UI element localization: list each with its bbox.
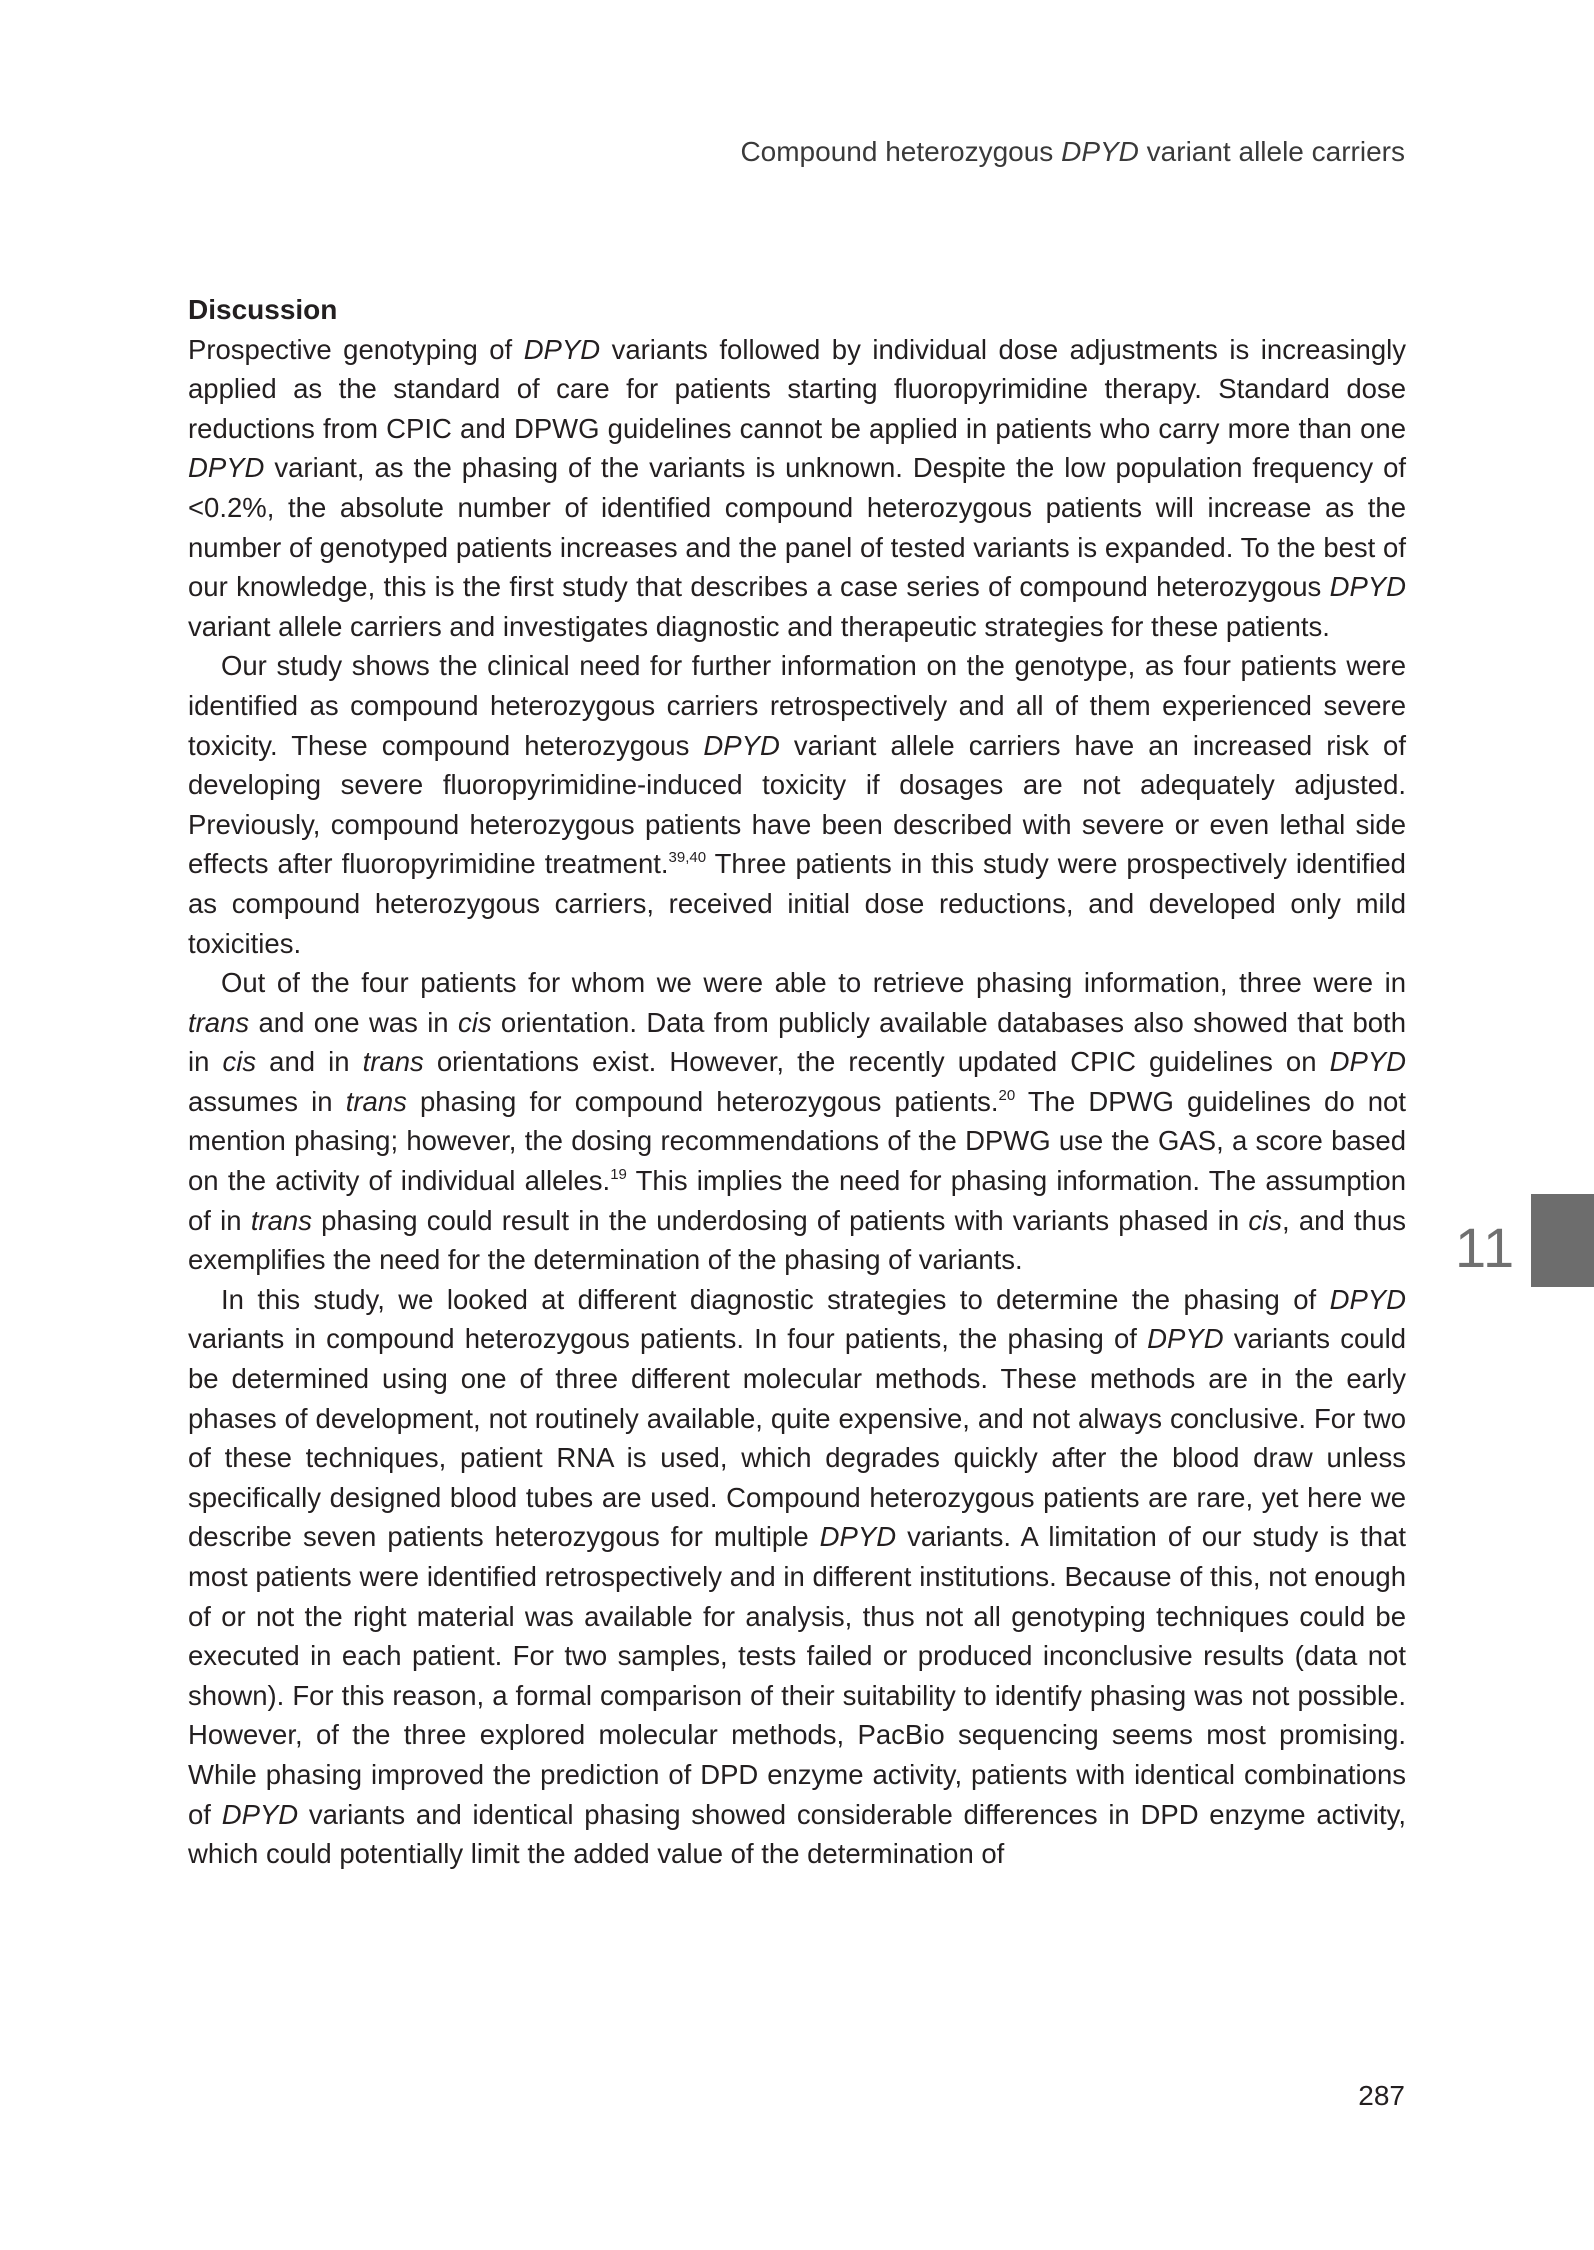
italic-term: DPYD: [523, 333, 601, 365]
citation-superscript: 39,40: [668, 849, 707, 867]
italic-term: DPYD: [703, 729, 780, 761]
paragraph: [188, 963, 1406, 1280]
text-run: orientations exist. However, the recently updated CPIC guidelines on: [423, 1046, 1330, 1078]
text-run: and in: [256, 1046, 363, 1078]
text-run: In this study, we looked at different diagnostic strategies to determine the phasing of: [221, 1283, 1330, 1315]
text-run: variants. A limitation of our study is that most patients were identified retrospectively and in different institutions. Because of this, not enough of or not the right material was available for analysis, thus not all genotyping techniques could be executed in each patient. For two samples, tests failed or produced inconclusive results (data not shown). For this reason, a formal comparison of their suitability to identify phasing was not possible. However, of the three explored molecular methods, PacBio sequencing seems most promising. While phasing improved the prediction of DPD enzyme activity, patients with identical combinations of: [188, 1521, 1407, 1830]
text-run: variants and identical phasing showed considerable differences in DPD enzyme activity, which could potentially limit the added value of the determination of: [188, 1798, 1407, 1870]
text-run: Prospective genotyping of: [188, 333, 524, 365]
text-run: phasing could result in the underdosing of patients with variants phased in: [311, 1204, 1249, 1236]
running-header: [740, 136, 1405, 168]
italic-term: trans: [362, 1046, 424, 1078]
text-run: Our study shows the clinical need for further information on the genotype, as four patients were identified as compound heterozygous carriers retrospectively and all of them experienced severe toxicity. These compound heterozygous: [188, 650, 1406, 761]
italic-term: cis: [1248, 1204, 1283, 1236]
italic-term: trans: [188, 1006, 250, 1038]
italic-term: trans: [345, 1085, 407, 1117]
text-run: assumes in: [188, 1085, 346, 1117]
citation-superscript: 20: [998, 1086, 1016, 1104]
text-run: , and thus exemplifies the need for the determination of the phasing of variants.: [188, 1204, 1406, 1276]
running-header-gene: DPYD: [1061, 136, 1139, 167]
running-header-suffix: variant allele carriers: [1138, 136, 1405, 167]
text-run: Out of the four patients for whom we were able to retrieve phasing information, three were in: [221, 967, 1406, 999]
text-run: and one was in: [249, 1006, 458, 1038]
text-run: variant allele carriers have an increased risk of developing severe fluoropyrimidine-induced toxicity if dosages are not adequately adjusted. Previously, compound heterozygous patients have been described with severe or even lethal side effects after fluoropyrimidine treatment.: [188, 729, 1406, 880]
text-run: This implies the need for phasing information. The assumption of in: [188, 1165, 1406, 1236]
italic-term: DPYD: [819, 1521, 897, 1553]
italic-term: DPYD: [188, 452, 265, 484]
italic-term: cis: [457, 1006, 492, 1038]
main-content: [188, 290, 1406, 1874]
running-header-prefix: Compound heterozygous: [740, 136, 1062, 167]
citation-superscript: 19: [610, 1166, 627, 1184]
paragraph: [188, 646, 1406, 963]
text-run: variant, as the phasing of the variants is unknown. Despite the low population frequency of <0.2%, the absolute number of identified compound heterozygous patients will increase as the number of genotyped patients increases and the panel of tested variants is expanded. To the best of our knowledge, this is the first study that describes a case series of compound heterozygous: [188, 452, 1406, 603]
text-run: orientation. Data from publicly available databases also showed that both in: [188, 1006, 1406, 1078]
chapter-number: 11: [1455, 1216, 1516, 1279]
italic-term: DPYD: [1147, 1323, 1224, 1355]
paragraph: [188, 1280, 1406, 1874]
italic-term: DPYD: [1329, 571, 1406, 603]
italic-term: cis: [222, 1046, 257, 1078]
italic-term: DPYD: [221, 1798, 299, 1830]
text-run: phasing for compound heterozygous patients.: [406, 1085, 999, 1117]
page-number: 287: [1358, 2080, 1405, 2111]
text-run: variants followed by individual dose adjustments is increasingly applied as the standard of care for patients starting fluoropyrimidine therapy. Standard dose reductions from CPIC and DPWG guidelines cannot be applied in patients who carry more than one: [188, 333, 1406, 444]
text-run: variants could be determined using one of three different molecular methods. These methods are in the early phases of development, not routinely available, quite expensive, and not always conclusive. For two of these techniques, patient RNA is used, which degrades quickly after the blood draw unless specifically designed blood tubes are used. Compound heterozygous patients are rare, yet here we describe seven patients heterozygous for multiple: [188, 1323, 1406, 1553]
text-run: variant allele carriers and investigates diagnostic and therapeutic strategies for these patients.: [188, 610, 1330, 642]
italic-term: DPYD: [1329, 1046, 1407, 1078]
section-heading: Discussion: [188, 294, 338, 325]
chapter-tab-marker: [1531, 1194, 1594, 1287]
text-run: Three patients in this study were prospectively identified as compound heterozygous carriers, received initial dose reductions, and developed only mild toxicities.: [188, 848, 1406, 959]
italic-term: DPYD: [1329, 1283, 1406, 1315]
text-run: The DPWG guidelines do not mention phasing; however, the dosing recommendations of the DPWG use the GAS, a score based on the activity of individual alleles.: [188, 1085, 1406, 1197]
italic-term: trans: [250, 1204, 312, 1236]
text-run: variants in compound heterozygous patients. In four patients, the phasing of: [188, 1323, 1148, 1355]
paragraph: [188, 330, 1406, 647]
